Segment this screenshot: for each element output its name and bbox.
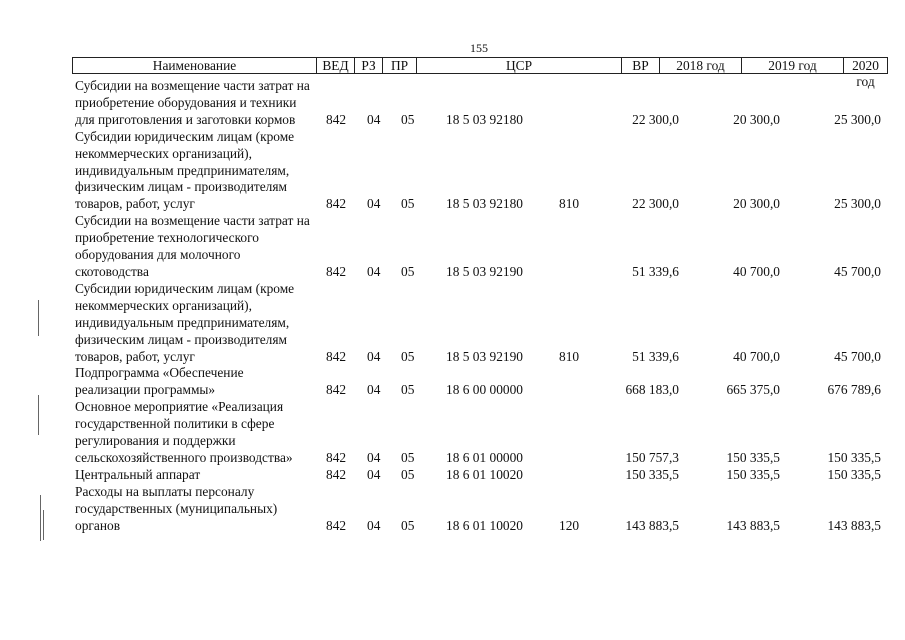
cell-y2019: 150 335,5 [726,449,780,465]
cell-y2019: 40 700,0 [733,348,780,364]
cell-y2018: 22 300,0 [632,111,679,127]
cell-rz: 04 [367,263,381,279]
cell-vr: 810 [559,196,580,212]
cell-rz: 04 [367,517,381,533]
cell-ved: 842 [326,348,347,364]
cell-y2018: 51 339,6 [632,263,679,279]
cell-y2018: 668 183,0 [625,382,679,398]
cell-pr: 05 [401,517,415,533]
row-name: Подпрограмма «Обеспечение реализации программы» [75,365,244,398]
cell-csr: 18 6 01 10020 [446,466,523,482]
margin-marks [38,300,48,560]
cell-y2019: 20 300,0 [733,196,780,212]
cell-csr: 18 6 01 10020 [446,517,523,533]
cell-y2020: 150 335,5 [827,466,881,482]
table-row [75,129,890,214]
cell-ved: 842 [326,517,347,533]
page-number: 155 [470,41,488,55]
row-name: Центральный аппарат [75,466,201,482]
table-row [75,484,890,535]
cell-ved: 842 [326,111,347,127]
cell-y2018: 150 335,5 [625,466,679,482]
cell-y2020: 143 883,5 [827,517,881,533]
cell-y2020: 150 335,5 [827,449,881,465]
cell-ved: 842 [326,263,347,279]
cell-y2019: 143 883,5 [726,517,780,533]
header-pr: ПР [383,58,417,73]
cell-pr: 05 [401,263,415,279]
cell-rz: 04 [367,348,381,364]
cell-rz: 04 [367,382,381,398]
table-row [75,399,890,467]
header-2019: 2019 год [742,58,844,73]
cell-y2020: 676 789,6 [827,382,881,398]
cell-ved: 842 [326,449,347,465]
header-rz: РЗ [355,58,383,73]
cell-ved: 842 [326,196,347,212]
cell-pr: 05 [401,449,415,465]
cell-pr: 05 [401,111,415,127]
cell-y2018: 51 339,6 [632,348,679,364]
cell-pr: 05 [401,196,415,212]
row-name: Субсидии на возмещение части затрат на приобретение технологического оборудования для молочного скотоводства [75,213,310,279]
cell-pr: 05 [401,382,415,398]
table-row [75,78,890,129]
cell-rz: 04 [367,449,381,465]
table-row [75,281,890,366]
cell-ved: 842 [326,466,347,482]
cell-rz: 04 [367,196,381,212]
header-name: Наименование [73,58,317,73]
header-csr: ЦСР [417,58,622,73]
header-2018: 2018 год [660,58,742,73]
cell-csr: 18 5 03 92180 [446,196,523,212]
cell-y2018: 150 757,3 [625,449,679,465]
table-row [75,213,890,281]
cell-csr: 18 5 03 92190 [446,263,523,279]
table-body [75,78,890,534]
cell-pr: 05 [401,466,415,482]
cell-y2018: 143 883,5 [625,517,679,533]
row-name: Основное мероприятие «Реализация государственной политики в сфере регулирования и поддержки сельскохозяйственного производства» [75,399,293,465]
cell-y2019: 665 375,0 [726,382,780,398]
row-name: Субсидии юридическим лицам (кроме некоммерческих организаций), индивидуальным предпринимателям, физическим лицам - производителям товаров, работ, услуг [75,128,295,212]
cell-ved: 842 [326,382,347,398]
header-2020: 2020 год [852,58,879,89]
table-row [75,365,890,399]
cell-rz: 04 [367,111,381,127]
cell-y2020: 45 700,0 [834,263,881,279]
cell-y2019: 20 300,0 [733,111,780,127]
row-name: Субсидии юридическим лицам (кроме некоммерческих организаций), индивидуальным предпринимателям, физическим лицам - производителям товаров, работ, услуг [75,280,295,364]
cell-y2019: 40 700,0 [733,263,780,279]
row-name: Расходы на выплаты персоналу государственных (муниципальных) органов [75,483,278,533]
cell-y2018: 22 300,0 [632,196,679,212]
cell-csr: 18 6 01 00000 [446,449,523,465]
cell-csr: 18 5 03 92180 [446,111,523,127]
table-header [72,57,888,89]
cell-csr: 18 5 03 92190 [446,348,523,364]
header-ved: ВЕД [317,58,355,73]
cell-csr: 18 6 00 00000 [446,382,523,398]
cell-pr: 05 [401,348,415,364]
cell-rz: 04 [367,466,381,482]
table-row [75,467,890,484]
row-name: Субсидии на возмещение части затрат на приобретение оборудования и техники для приготовления и заготовки кормов [75,78,310,127]
cell-y2019: 150 335,5 [726,466,780,482]
cell-y2020: 25 300,0 [834,196,881,212]
cell-vr: 810 [559,348,580,364]
cell-y2020: 25 300,0 [834,111,881,127]
header-vr: ВР [622,58,660,73]
cell-vr: 120 [559,517,580,533]
cell-y2020: 45 700,0 [834,348,881,364]
